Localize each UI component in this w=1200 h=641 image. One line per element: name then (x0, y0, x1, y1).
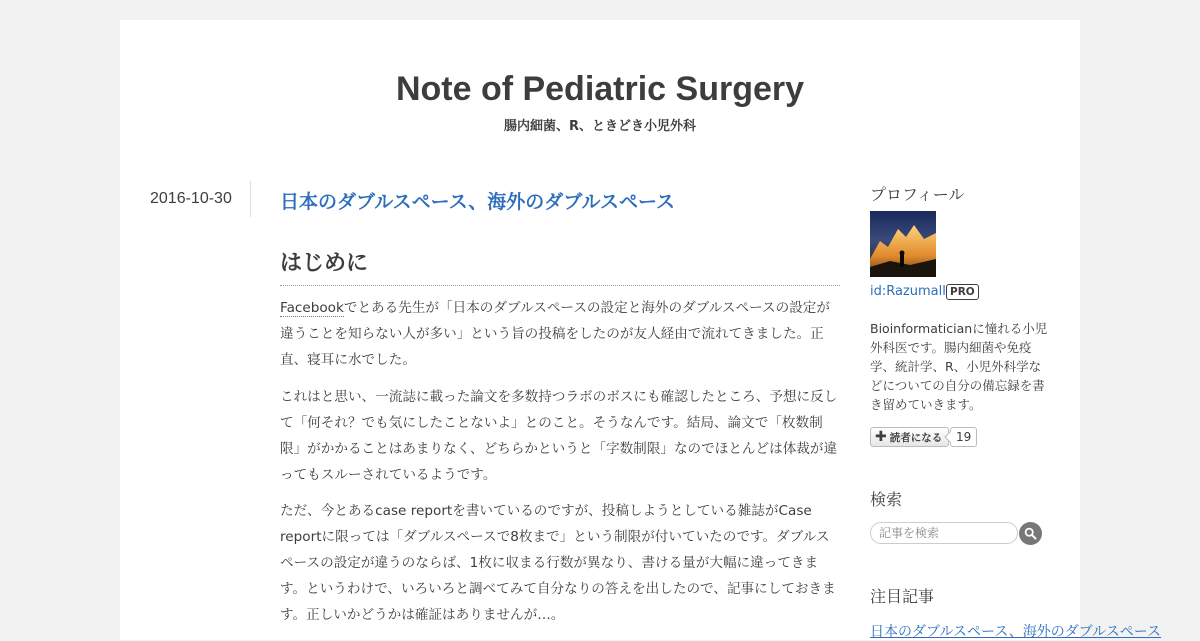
search-icon (1024, 527, 1037, 540)
search-input[interactable] (870, 522, 1018, 544)
blog-title[interactable]: Note of Pediatric Surgery (395, 70, 805, 108)
avatar-image (870, 211, 936, 277)
paragraph-2: これはと思い、一流誌に載った論文を多数持つラボのボスにも確認したところ、予想に反して「何それ？でも気にしたことないよ」とのこと。そうなんです。結局、論文で「枚数制限」がかかることはあまりなく、どちらかというと「字数制限」なのでほとんどは体裁が違ってもスルーされているようです。 (280, 389, 838, 483)
paragraph-1-text: でとある先生が「日本のダブルスペースの設定と海外のダブルスペースの設定が違うことを知らない人が多い」という旨の投稿をしたのが友人経由で流れてきました。正直、寝耳に水でした。 (280, 300, 830, 368)
search-button[interactable] (1019, 522, 1042, 545)
entry-title-link[interactable]: 日本のダブルスペース、海外のダブルスペース (280, 191, 676, 213)
subscribe-button[interactable] (870, 427, 949, 447)
section-heading: はじめに (280, 246, 840, 286)
featured-entry-link[interactable]: 日本のダブルスペース、海外のダブルスペース (870, 624, 1162, 640)
avatar[interactable] (870, 211, 936, 277)
pro-badge[interactable]: PRO (946, 284, 979, 300)
profile-description: Bioinformaticianに憧れる小児外科医です。腸内細菌や免疫学、統計学、R、小児外科学などについての自分の備忘録を書き留めていきます。 (870, 321, 1048, 412)
facebook-link[interactable]: Facebook (280, 300, 344, 316)
blog-description: 腸内細菌、R、ときどき小児外科 (503, 119, 696, 134)
plus-icon: ✚ (875, 429, 887, 445)
paragraph-1 (280, 295, 840, 373)
date-divider (250, 181, 251, 217)
profile-module-title: プロフィール (870, 185, 965, 204)
featured-module-title: 注目記事 (870, 587, 935, 606)
paragraph-3: ただ、今とあるcase reportを書いているのですが、投稿しようとしている雑誌がCase reportに限っては「ダブルスペースで8枚まで」という制限が付いていたのです。ダブルスペースの設定が違うのならば、1枚に収まる行数が異なり、書ける量が大幅に違ってきます。というわけで、いろいろと調べてみて自分なりの答えを出したので、記事にしておきます。正しいかどうかは確証はありませんが…。 (280, 503, 836, 623)
blog-container (120, 20, 1162, 640)
profile-id-link[interactable]: id:Razumall (870, 284, 946, 299)
entry-date[interactable]: 2016-10-30 (150, 190, 232, 207)
subscribe-label: 読者になる (889, 431, 943, 444)
subscriber-count[interactable]: 19 (950, 427, 977, 447)
search-module-title: 検索 (870, 490, 903, 509)
